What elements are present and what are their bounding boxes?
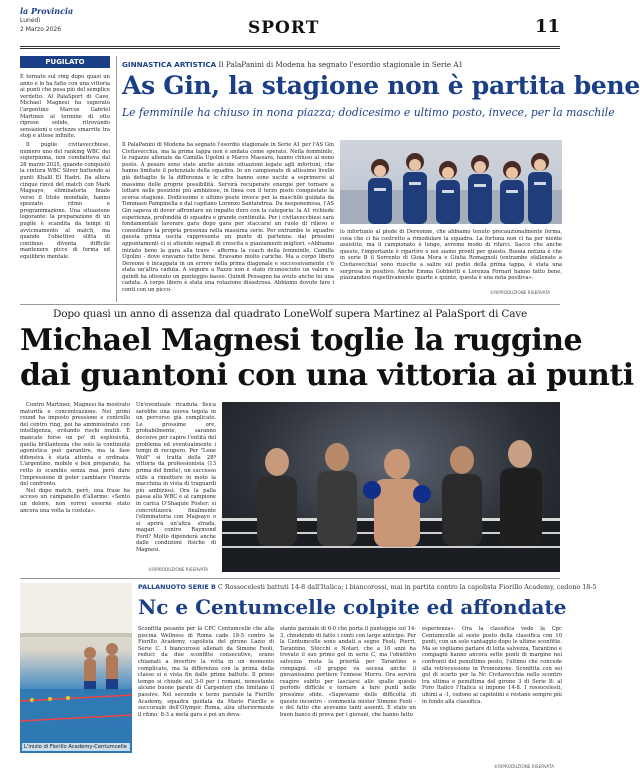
waterpolo-column-1: Sconfitta pesante per la CPC Centumcelle che alla piscina Wellness di Roma cade 18-5 contro la Fiorillo Academy, capolista del girone Lazio di Serie C. I biancorossi allenati da Simone Feoli, reduci da due sconfitte consecutive, erano chiamati a invertire la rotta in un momento complicato, ma la differenza con la prima della classe si è vista fin dalle prime battute. Il primo tempo si chiude sul 3-0 per i romani, nonostante alcune buone parate di Carpenteri che limitano il passivo. Nel secondo e terzo parziale la Fiorillo Academy, squadra guidata da Mario Fiorillo e succursale dell'Olympic Roma, alza ulteriormente il ritmo: 8-3 a metà gara e poi un deva- <box>138 626 274 718</box>
boxing-headline-line-2: dai guantoni con una vittoria ai punti <box>20 358 634 393</box>
waterpolo-kicker-lead: PALLANUOTO SERIE B <box>138 583 216 591</box>
waterpolo-column-3: esperienza». Ora la classifica vede la Cpc Centumcelle al sesto posto della classifica con 10 punti, con un solo vantaggio dopo le ultime sconfitte. Ma se vogliamo parlare di lotta salvezza, Tarantino e compagni hanno ancora sette punti di margine nei confronti del penultimo posto, l'ultimo che concede alla retrocessione in Promozione. Sconfitta con sei gol di scarto per la Nc Civitavecchia nello scontro tra ultima e penultima del girone 3 di Serie B: al Foro Italico l'Italica si impone 14-8. I rossocelesti, ultimi a -1, cedono ai capitolini e restano sempre più in fondo alla classifica. <box>422 626 562 705</box>
waterpolo-kicker <box>138 583 597 591</box>
page-number: 11 <box>534 16 560 37</box>
waterpolo-photo-caption: L'inizio di Fiorillo Academy-Centumcelle <box>22 743 130 751</box>
gymnasts-illustration <box>340 140 562 224</box>
waterpolo-pool-photo <box>20 583 132 753</box>
masthead-rule <box>20 46 560 47</box>
sidebar-paragraph: Il pugile civitavecchiese, numero uno del ranking WBC dei superpiuma, non combatteva dal 28 marzo 2025, quando conquistò la cintura WBC Silver battendo ai punti Khalil El Hadri. Da allora cinque rinvii del match con Mark Magsayo, eliminatoria finale verso il titolo mondiale, hanno spezzato ritmo e programmazione. Una situazione logorante: la preparazione di un pugile è scandita da tempi di avvicinamento al match, ma quando l'obiettivo slitta di continuo diventa difficile mantenere picco di forma ed equilibrio mentale. <box>20 141 110 261</box>
section-title: SPORT <box>248 18 320 38</box>
waterpolo-kicker-rest: C Rossocelesti battuti 14-8 dall'Italica; i biancorossi, mai in partita contro la capolista Fiorillo Academy, cedono 18-5 <box>217 583 597 591</box>
boxing-column-2: Un'eventuale ricaduta fisica sarebbe una nuova tegola in un percorso già complicato. Le prossime ore, probabilmente, saranno decisive per capire l'entità del problema ed eventualmente i tempi di recupero. Per "Lone Wolf" si tratta della 28ª vittoria da professionista (13 prima del limite), un successo utile a rimettere in moto la macchina in vista di traguardi più ambiziosi. Ora la palla passa alla WBC e al campione in carica O'Shaquie Foster: si concretizzerà finalmente l'eliminatoria con Magsayo o si aprirà un'altra strada, magari contro Raymond Ford? Molto dipenderà anche dalle condizioni fisiche di Magnesi. <box>136 402 216 554</box>
gin-kicker-rest: Il PalaPanini di Modena ha segnato l'esordio stagionale in Serie A1 <box>218 60 464 69</box>
boxing-kicker: Dopo quasi un anno di assenza dal quadrato LoneWolf supera Martinez al PalaSport di Cave <box>52 308 528 320</box>
masthead-rule-2 <box>20 48 560 49</box>
gin-headline: As Gin, la stagione non è partita bene <box>122 71 640 100</box>
sidebar <box>20 56 112 301</box>
waterpolo-copyright: ©RIPRODUZIONE RISERVATA <box>494 764 555 769</box>
sidebar-paragraph: È tornato sul ring dopo quasi un anno e lo ha fatto con una vittoria ai punti che pesa più del semplice verdetto. Al PalaSport di Cave, Michael Magnesi ha superato l'argentino Marcos Gabriel Martinez al termine di otto riprese solide, ritrovando sensazioni e certezze smarrite tra stop e attese infinite. <box>20 74 110 140</box>
gin-subheadline: Le femminile ha chiuso in nona piazza; dodicesimo e ultimo posto, invece, per la maschile <box>122 106 615 119</box>
boxing-column-1 <box>20 402 130 574</box>
waterpolo-column-2: stante parziale di 6-0 che porta il punteggio sul 14-3, chiudendo di fatto i conti con largo anticipo. Per la Centumcelle sono andati a segno Feoli, Pierri, Tarantino, Stocchi e Notari, che a 16 anni ha trovato il suo primo gol in serie C, ma l'obiettivo salvezza resta la priorità per Tarantino e compagni. «Il gruppo va ascesa anche il giovanissimo portiere l'ennese Murru. Ora servirà reagire subito per lasciarsi alle spalle questo periodo difficile e tornare a fare punti nelle prossime sfide. «Sapevamo delle difficoltà di questo incontro - commenta mister Simone Feoli - e del fatto che avevamo tanti assenti. È stato un buon banco di prova per i giovani, che hanno fatto <box>280 626 416 718</box>
waterpolo-headline: Nc e Centumcelle colpite ed affondate <box>138 595 567 619</box>
swimmers-illustration <box>20 583 132 753</box>
gin-copyright: ©RIPRODUZIONE RISERVATA <box>490 290 551 295</box>
masthead-day: Lunedì <box>20 17 41 24</box>
section-divider <box>20 304 560 305</box>
newspaper-name: la Provincia <box>20 6 74 16</box>
sidebar-divider <box>116 56 117 302</box>
boxing-headline-line-1: Michael Magnesi toglie la ruggine <box>20 323 583 358</box>
gin-column-2: lo infortunio al piede di Dereonne, che abbiamo tenuto precauzionalmente ferma, cosa che ci ha costretto a rimodulare la squadra. La fortuna non ci ha per niente assistito, ma il campionato è lungo, avremo modo di rifarci. Sacco che anche questo, l'importante è ripartire e noi siamo pronti per questo. Buona notizia è che in serie B il Sorrento di Gioia Mora e Giulia Romagnoli (entrambe sfallenate a Civitavecchia) sono riuscite a salire sul podio della prima tappa, è stata una sorpresa in positivo. Anche Emma Gobbietti e Lorenza Fornari hanno fatto bene, piazzandosi rispettivamente quarte e quinte, questa è una nota positiva». <box>340 229 562 282</box>
boxing-paragraph: Nel dopo match, però, una frase ha acceso un campanello d'allarme: «Sento un dolore, non vorrei esserne stato ancora una volta la costola». <box>20 487 130 514</box>
boxing-ring-photo <box>222 402 560 572</box>
sidebar-label: PUGILATO <box>20 56 110 68</box>
boxing-copyright: ©RIPRODUZIONE RISERVATA <box>148 567 209 572</box>
gin-column-1: Il PalaPanini di Modena ha segnato l'esordio stagionale in Serie A1 per l'AS Gin Civitavecchia, ma la prima tappa non è andata come sperato. Nella femminile, le ragazze allenate da Camilla Ugolini e Marco Massara, hanno chiuso al nono posto. A pesare sono state anche alcune situazioni legate agli infortuni, che hanno limitato il potenziale della squadra. In un campionato di altissimo livello già dettaglio fa la differenza e le cifre hanno sono uscite a esprimersi al massimo delle proprie possibilità. Servirà recuperare energie per tornare a lottare nelle posizioni più ambiziose, in linea con il terzo posto conquistato la scorsa stagione. Dodicesimo e ultimo posto invece per la maschile guidata da Tommaso Pampinella e dal capitano Lorenzo Santandrea. Da nesponemosa, l'AS Gin sapeva di dover affrontare un impatto duro con la categoria: la A1 richiede esperienza, profondità di squadra e grande continuità. Per i civitavecchiesi sarà fondamentale lavorare gara dopo gara per staccarsi un ruolo di rilievo e consolidare la propria presenza nella massima serie. Per entrambe le squadre questa prima uscita rappresenta un punto di partenza: dai prossimi appuntamenti ci si attende segnali di crescita e piazzamenti migliori. «Abbiamo iniziato bene la gara alla trave - afferma la coach della femminile, Camilla Ugolini - dove eravamo tutte bene. Eravamo molto cariche. Ma a corpo libero Dereone è incappata in un errore nella prima diagonale e successivamente c'è stata un'altra caduta. A seguire a Pazzo non è stato riconosciuto un valore e quindi ha ottenuto un punteggio basso. Quindi Pessagno ha avuto anche lei una caduta. A corpo libero è stata una rotazione disastrosa. Abbiamo dovuto fare i conti con un picco- <box>122 142 334 294</box>
boxers-illustration <box>222 402 560 572</box>
section-divider <box>20 578 560 579</box>
gymnastics-team-photo <box>340 140 562 224</box>
masthead <box>20 6 560 48</box>
gin-kicker-lead: GINNASTICA ARTISTICA <box>122 60 217 69</box>
masthead-date: 2 Marzo 2026 <box>20 26 62 33</box>
gin-kicker <box>122 60 562 69</box>
boxing-paragraph: Contro Martinez, Magnesi ha mostrato maturità e concentrazione. Nei primi round ha imposto pressione e controllo del centro ring, poi ha amministrato con intelligenza, evitando rischi inutili. È mancato forse un po' di esplosività, quella brillantezza che solo la continuità agonistica può garantire, ma la fase difensiva è stata attenta e ordinata. L'argentino, mobile e ben preparato, ha retto lo scambio senza mai però dare l'impressione di poter cambiare l'inerzia del confronto. <box>20 402 130 488</box>
